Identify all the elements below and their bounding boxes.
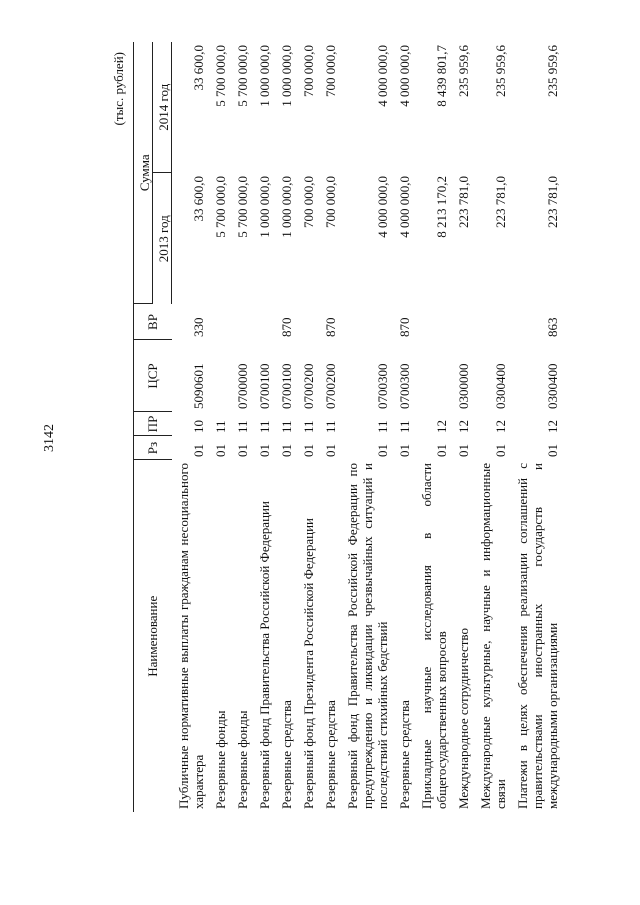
row-csr: 5090601 xyxy=(190,363,206,409)
row-rz: 01 xyxy=(374,444,390,457)
row-sum-2014: 4 000 000,0 xyxy=(396,45,412,107)
row-name: Публичные нормативные выплаты гражданам несоциального характера xyxy=(175,463,206,809)
row-name: Резервные фонды xyxy=(234,710,250,809)
row-pr: 11 xyxy=(256,420,272,433)
row-pr: 12 xyxy=(544,420,560,433)
row-name: Резервный фонд Правительства Российской Федерации xyxy=(256,501,272,809)
header-sum: Сумма xyxy=(134,42,153,304)
row-sum-2013: 4 000 000,0 xyxy=(374,176,390,238)
row-pr: 11 xyxy=(300,420,316,433)
row-pr: 11 xyxy=(374,420,390,433)
row-sum-2013: 5 700 000,0 xyxy=(234,176,250,238)
row-csr xyxy=(209,340,231,412)
row-pr: 11 xyxy=(234,420,250,433)
row-csr: 0700200 xyxy=(322,363,338,409)
row-vr: 330 xyxy=(190,317,206,337)
header-name: Наименование xyxy=(134,460,172,812)
row-sum-2014: 4 000 000,0 xyxy=(374,45,390,107)
row-name: Резервные средства xyxy=(322,700,338,809)
row-csr: 0700100 xyxy=(278,363,294,409)
row-sum-2014: 5 700 000,0 xyxy=(212,45,228,107)
row-name: Резервные фонды xyxy=(212,710,228,809)
table-row xyxy=(209,42,231,812)
header-rz: Рз xyxy=(134,436,172,460)
budget-table-container xyxy=(113,42,633,812)
row-csr: 0700300 xyxy=(374,363,390,409)
row-rz: 01 xyxy=(234,444,250,457)
header-pr: ПР xyxy=(134,412,172,436)
table-row xyxy=(341,42,393,812)
row-sum-2013: 223 781,0 xyxy=(455,176,471,228)
row-rz: 01 xyxy=(278,444,294,457)
row-name: Международные культурные, научные и информационные связи xyxy=(477,463,508,809)
row-pr: 11 xyxy=(396,420,412,433)
row-name: Резервный фонд Правительства Российской Федерации по предупреждению и ликвидации чрезвычайных ситуаций и последствий стихийных бедствий xyxy=(344,463,390,809)
table-row xyxy=(253,42,275,812)
row-sum-2014: 1 000 000,0 xyxy=(256,45,272,107)
table-row xyxy=(319,42,341,812)
table-body xyxy=(172,42,563,812)
row-csr: 0300400 xyxy=(544,363,560,409)
row-vr: 870 xyxy=(396,317,412,337)
row-pr: 10 xyxy=(190,420,206,433)
table-row xyxy=(231,42,253,812)
table-row xyxy=(474,42,511,812)
row-rz: 01 xyxy=(212,444,228,457)
row-sum-2013: 5 700 000,0 xyxy=(212,176,228,238)
row-vr xyxy=(341,304,393,340)
row-pr: 12 xyxy=(455,420,471,433)
row-sum-2014: 700 000,0 xyxy=(322,45,338,97)
row-sum-2014: 235 959,6 xyxy=(492,45,508,97)
row-csr xyxy=(415,340,452,412)
row-pr: 12 xyxy=(433,420,449,433)
row-sum-2013: 223 781,0 xyxy=(544,176,560,228)
row-rz: 01 xyxy=(455,444,471,457)
row-sum-2013: 700 000,0 xyxy=(322,176,338,228)
row-rz: 01 xyxy=(396,444,412,457)
table-row xyxy=(415,42,452,812)
row-sum-2013: 1 000 000,0 xyxy=(278,176,294,238)
row-sum-2013: 33 600,0 xyxy=(190,176,206,222)
row-pr: 12 xyxy=(492,420,508,433)
row-pr: 11 xyxy=(278,420,294,433)
row-sum-2014: 700 000,0 xyxy=(300,45,316,97)
row-name: Прикладные научные исследования в области общегосударственных вопросов xyxy=(418,463,449,809)
row-name: Резервные средства xyxy=(396,700,412,809)
page-number: 3142 xyxy=(42,424,57,452)
row-csr: 0700100 xyxy=(256,363,272,409)
row-rz: 01 xyxy=(322,444,338,457)
header-vr: ВР xyxy=(134,304,172,340)
row-csr: 0700300 xyxy=(396,363,412,409)
table-row xyxy=(393,42,415,812)
rotated-table-stage xyxy=(113,42,633,812)
units-label: (тыс. рублей) xyxy=(111,52,126,126)
row-vr xyxy=(209,304,231,340)
header-2013: 2013 год xyxy=(153,173,172,304)
table-row xyxy=(452,42,474,812)
row-rz: 01 xyxy=(492,444,508,457)
row-vr: 870 xyxy=(278,317,294,337)
row-pr: 11 xyxy=(322,420,338,433)
row-sum-2014: 235 959,6 xyxy=(455,45,471,97)
budget-table xyxy=(133,42,563,812)
row-sum-2014: 5 700 000,0 xyxy=(234,45,250,107)
row-vr xyxy=(474,304,511,340)
row-vr xyxy=(253,304,275,340)
row-vr xyxy=(452,304,474,340)
table-row xyxy=(172,42,209,812)
row-vr xyxy=(415,304,452,340)
row-sum-2014: 1 000 000,0 xyxy=(278,45,294,107)
table-row xyxy=(511,42,563,812)
row-csr: 0300000 xyxy=(455,363,471,409)
row-vr xyxy=(231,304,253,340)
row-csr: 0700000 xyxy=(234,363,250,409)
row-rz: 01 xyxy=(300,444,316,457)
row-name: Резервные средства xyxy=(278,700,294,809)
row-vr: 870 xyxy=(322,317,338,337)
table-row xyxy=(297,42,319,812)
row-rz: 01 xyxy=(190,444,206,457)
row-rz: 01 xyxy=(544,444,560,457)
row-rz: 01 xyxy=(256,444,272,457)
row-pr: 11 xyxy=(212,420,228,433)
row-name: Платежи в целях обеспечения реализации соглашений с правительствами иностранных государств и международными организациями xyxy=(514,463,560,809)
row-sum-2014: 235 959,6 xyxy=(544,45,560,97)
row-name: Международное сотрудничество xyxy=(455,628,471,809)
row-vr xyxy=(297,304,319,340)
row-sum-2013: 1 000 000,0 xyxy=(256,176,272,238)
row-sum-2013: 700 000,0 xyxy=(300,176,316,228)
row-name: Резервный фонд Президента Российской Федерации xyxy=(300,518,316,809)
row-sum-2013: 8 213 170,2 xyxy=(433,176,449,238)
row-sum-2013: 4 000 000,0 xyxy=(396,176,412,238)
header-csr: ЦСР xyxy=(134,340,172,412)
row-sum-2014: 33 600,0 xyxy=(190,45,206,91)
table-row xyxy=(275,42,297,812)
table-header xyxy=(134,42,172,812)
row-sum-2014: 8 439 801,7 xyxy=(433,45,449,107)
row-csr: 0300400 xyxy=(492,363,508,409)
row-vr: 863 xyxy=(544,317,560,337)
row-csr: 0700200 xyxy=(300,363,316,409)
header-2014: 2014 год xyxy=(153,42,172,173)
row-rz: 01 xyxy=(433,444,449,457)
row-sum-2013: 223 781,0 xyxy=(492,176,508,228)
